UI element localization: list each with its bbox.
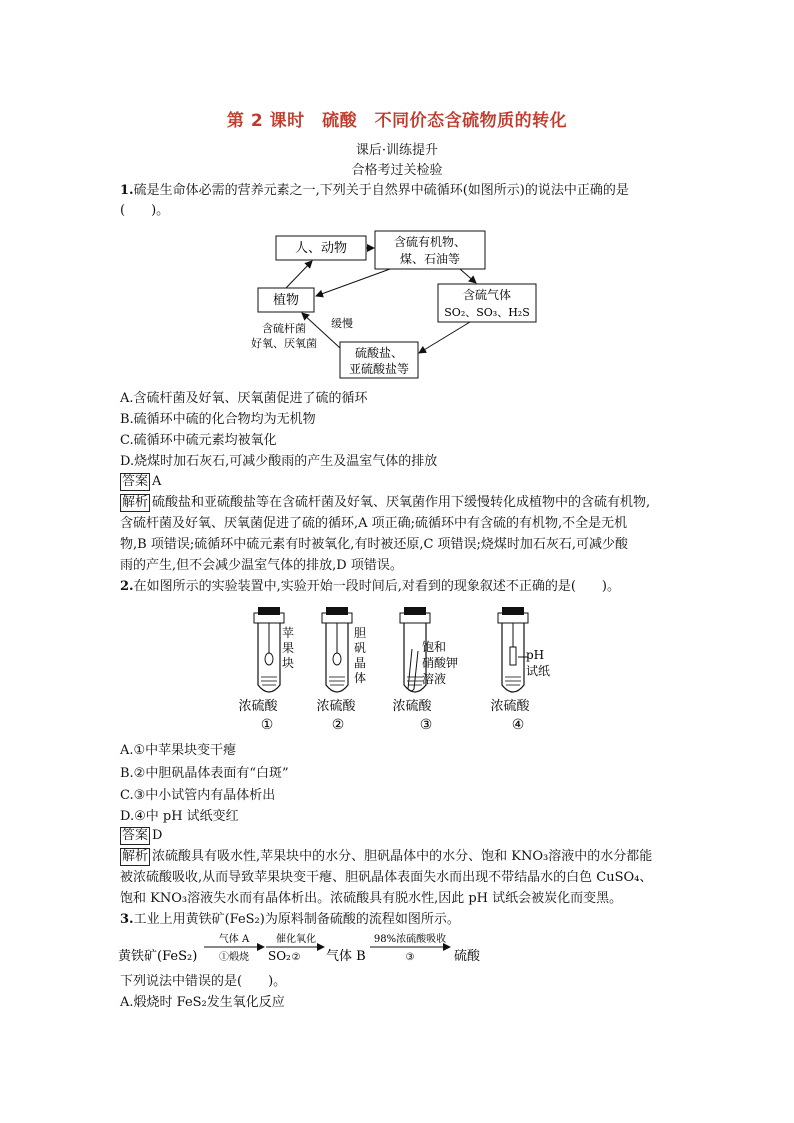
test-tube-apparatus: [236, 607, 556, 737]
analysis-tag: 解析: [122, 849, 149, 864]
section-subheading: 合格考过关检验: [351, 163, 443, 178]
test-tube-2: [316, 607, 366, 733]
flow-mid-1: SO₂: [268, 949, 291, 963]
label-slow: 缓慢: [331, 317, 353, 330]
q1-analysis-text-1: 硫酸盐和亚硫酸盐等在含硫杆菌及好氧、厌氧菌作用下缓慢转化成植物中的含硫有机物,: [152, 495, 651, 510]
test-tube-1: [238, 607, 294, 733]
box-salt-label-2: 亚硫酸盐等: [348, 362, 410, 376]
tube-1-acid-label: 浓硫酸: [238, 699, 278, 714]
box-organic-label-2: 煤、石油等: [399, 252, 461, 266]
q2-stem: [120, 577, 620, 596]
q3-option-a: A.煅烧时 FeS₂发生氧化反应: [120, 995, 285, 1010]
q3-number: 3.: [120, 912, 134, 927]
q3-stem-text: 工业上用黄铁矿(FeS₂)为原料制备硫酸的流程如图所示。: [133, 912, 460, 927]
q1-analysis-line-3: 物,B 项错误;硫循环中硫元素有时被氧化,有时被还原,C 项错误;烧煤时加石灰石,可减少酸: [120, 537, 629, 552]
tube-1-label-2: 果: [282, 641, 295, 655]
q1-answer-value: A: [152, 474, 162, 489]
q3-question: 下列说法中错误的是( )。: [120, 974, 287, 989]
flow-arrow-2-bottom: ②: [291, 952, 301, 963]
arrow-plant-to-human: [286, 261, 312, 288]
tube-3-number: ③: [419, 717, 433, 733]
tube-1-label-1: 苹: [282, 626, 295, 640]
tube-2-acid-label: 浓硫酸: [316, 699, 356, 714]
q2-option-b: B.②中胆矾晶体表面有“白斑”: [120, 766, 289, 781]
arrow-gas-to-salt: [419, 322, 470, 353]
q1-answer: [120, 472, 161, 491]
q2-option-a: A.①中苹果块变干瘪: [120, 743, 237, 758]
answer-tag: 答案: [122, 474, 149, 489]
tube-4-label-2: 试纸: [526, 664, 551, 678]
flow-arrow-3-top: 98%浓硫酸吸收: [373, 934, 447, 945]
flow-end: 硫酸: [454, 949, 481, 964]
tube-2-label-2: 矾: [354, 641, 367, 655]
tube-2-label-4: 体: [354, 671, 367, 685]
tube-4-label-1: pH: [526, 648, 545, 662]
test-tube-3: [392, 607, 458, 733]
box-gas-label-1: 含硫气体: [462, 288, 512, 302]
q2-option-c: C.③中小试管内有晶体析出: [120, 788, 276, 803]
q3-stem: [120, 910, 460, 929]
tube-4-acid-label: 浓硫酸: [490, 699, 530, 714]
test-tube-4: [490, 607, 550, 733]
flow-start: 黄铁矿(FeS₂): [118, 949, 198, 964]
q1-option-b: B.硫循环中硫的化合物均为无机物: [120, 412, 316, 427]
flow-arrow-3-bottom: ③: [405, 952, 415, 963]
sulfuric-acid-flow: [118, 930, 538, 972]
tube-2-label-1: 胆: [354, 626, 367, 640]
tube-3-label-1: 饱和: [422, 640, 447, 654]
q2-analysis-line-2: 被浓硫酸吸收,从而导致苹果块变干瘪、胆矾晶体表面失水而出现不带结晶水的白色 CuSO₄、: [120, 870, 653, 885]
q1-stem-line2: ( )。: [120, 203, 170, 218]
label-bacteria-1: 含硫杆菌: [262, 322, 306, 335]
box-organic-label-1: 含硫有机物、: [393, 235, 467, 249]
q1-stem-text: 硫是生命体必需的营养元素之一,下列关于自然界中硫循环(如图所示)的说法中正确的是: [133, 183, 629, 198]
box-plant-label: 植物: [272, 293, 300, 308]
box-gas-label-2: SO₂、SO₃、H₂S: [444, 306, 530, 319]
q1-stem: [120, 181, 629, 200]
sulfur-cycle-diagram: [240, 226, 540, 382]
box-human-label: 人、动物: [294, 241, 348, 256]
q2-option-d: D.④中 pH 试纸变红: [120, 809, 239, 824]
q1-option-c: C.硫循环中硫元素均被氧化: [120, 433, 277, 448]
analysis-tag: 解析: [122, 495, 149, 510]
q1-option-a: A.含硫杆菌及好氧、厌氧菌促进了硫的循环: [120, 391, 368, 406]
tube-2-label-3: 晶: [354, 656, 367, 670]
tube-3-acid-label: 浓硫酸: [392, 699, 432, 714]
q2-analysis-line-3: 饱和 KNO₃溶液失水而有晶体析出。浓硫酸具有脱水性,因此 pH 试纸会被炭化而变黑。: [120, 891, 623, 906]
tube-1-number: ①: [260, 717, 274, 733]
flow-arrow-1-bottom: ①煅烧: [219, 952, 249, 963]
q1-number: 1.: [120, 183, 134, 198]
tube-3-label-3: 溶液: [422, 672, 447, 686]
q2-stem-text: 在如图所示的实验装置中,实验开始一段时间后,对看到的现象叙述不正确的是( )。: [133, 579, 620, 594]
tube-3-label-2: 硝酸钾: [422, 656, 459, 670]
box-salt-label-1: 硫酸盐、: [354, 346, 404, 360]
arrow-organic-to-plant: [316, 269, 390, 296]
answer-tag: 答案: [122, 828, 149, 843]
arrow-organic-to-gas: [460, 269, 476, 283]
flow-arrow-1-top: 气体 A: [218, 934, 250, 945]
tube-4-number: ④: [511, 717, 525, 733]
q1-analysis-line-4: 雨的产生,但不会减少温室气体的排放,D 项错误。: [120, 558, 403, 573]
q2-analysis-text-1: 浓硫酸具有吸水性,苹果块中的水分、胆矾晶体中的水分、饱和 KNO₃溶液中的水分都能: [152, 849, 653, 864]
q2-analysis-line-1: [120, 847, 652, 866]
flow-mid-2: 气体 B: [326, 949, 366, 964]
q2-number: 2.: [120, 579, 134, 594]
q2-answer-value: D: [152, 828, 163, 843]
page-title: 第 2 课时 硫酸 不同价态含硫物质的转化: [226, 111, 568, 131]
section-heading: 课后·训练提升: [355, 143, 439, 158]
q2-answer: [120, 826, 162, 845]
label-bacteria-2: 好氧、厌氧菌: [251, 337, 317, 350]
tube-2-number: ②: [331, 717, 345, 733]
q1-analysis-line-1: [120, 493, 650, 512]
flow-arrow-2-top: 催化氧化: [276, 934, 316, 945]
q1-option-d: D.烧煤时加石灰石,可减少酸雨的产生及温室气体的排放: [120, 454, 438, 469]
q1-analysis-line-2: 含硫杆菌及好氧、厌氧菌促进了硫的循环,A 项正确;硫循环中有含硫的有机物,不全是无机: [120, 516, 628, 531]
tube-1-label-3: 块: [282, 656, 295, 670]
